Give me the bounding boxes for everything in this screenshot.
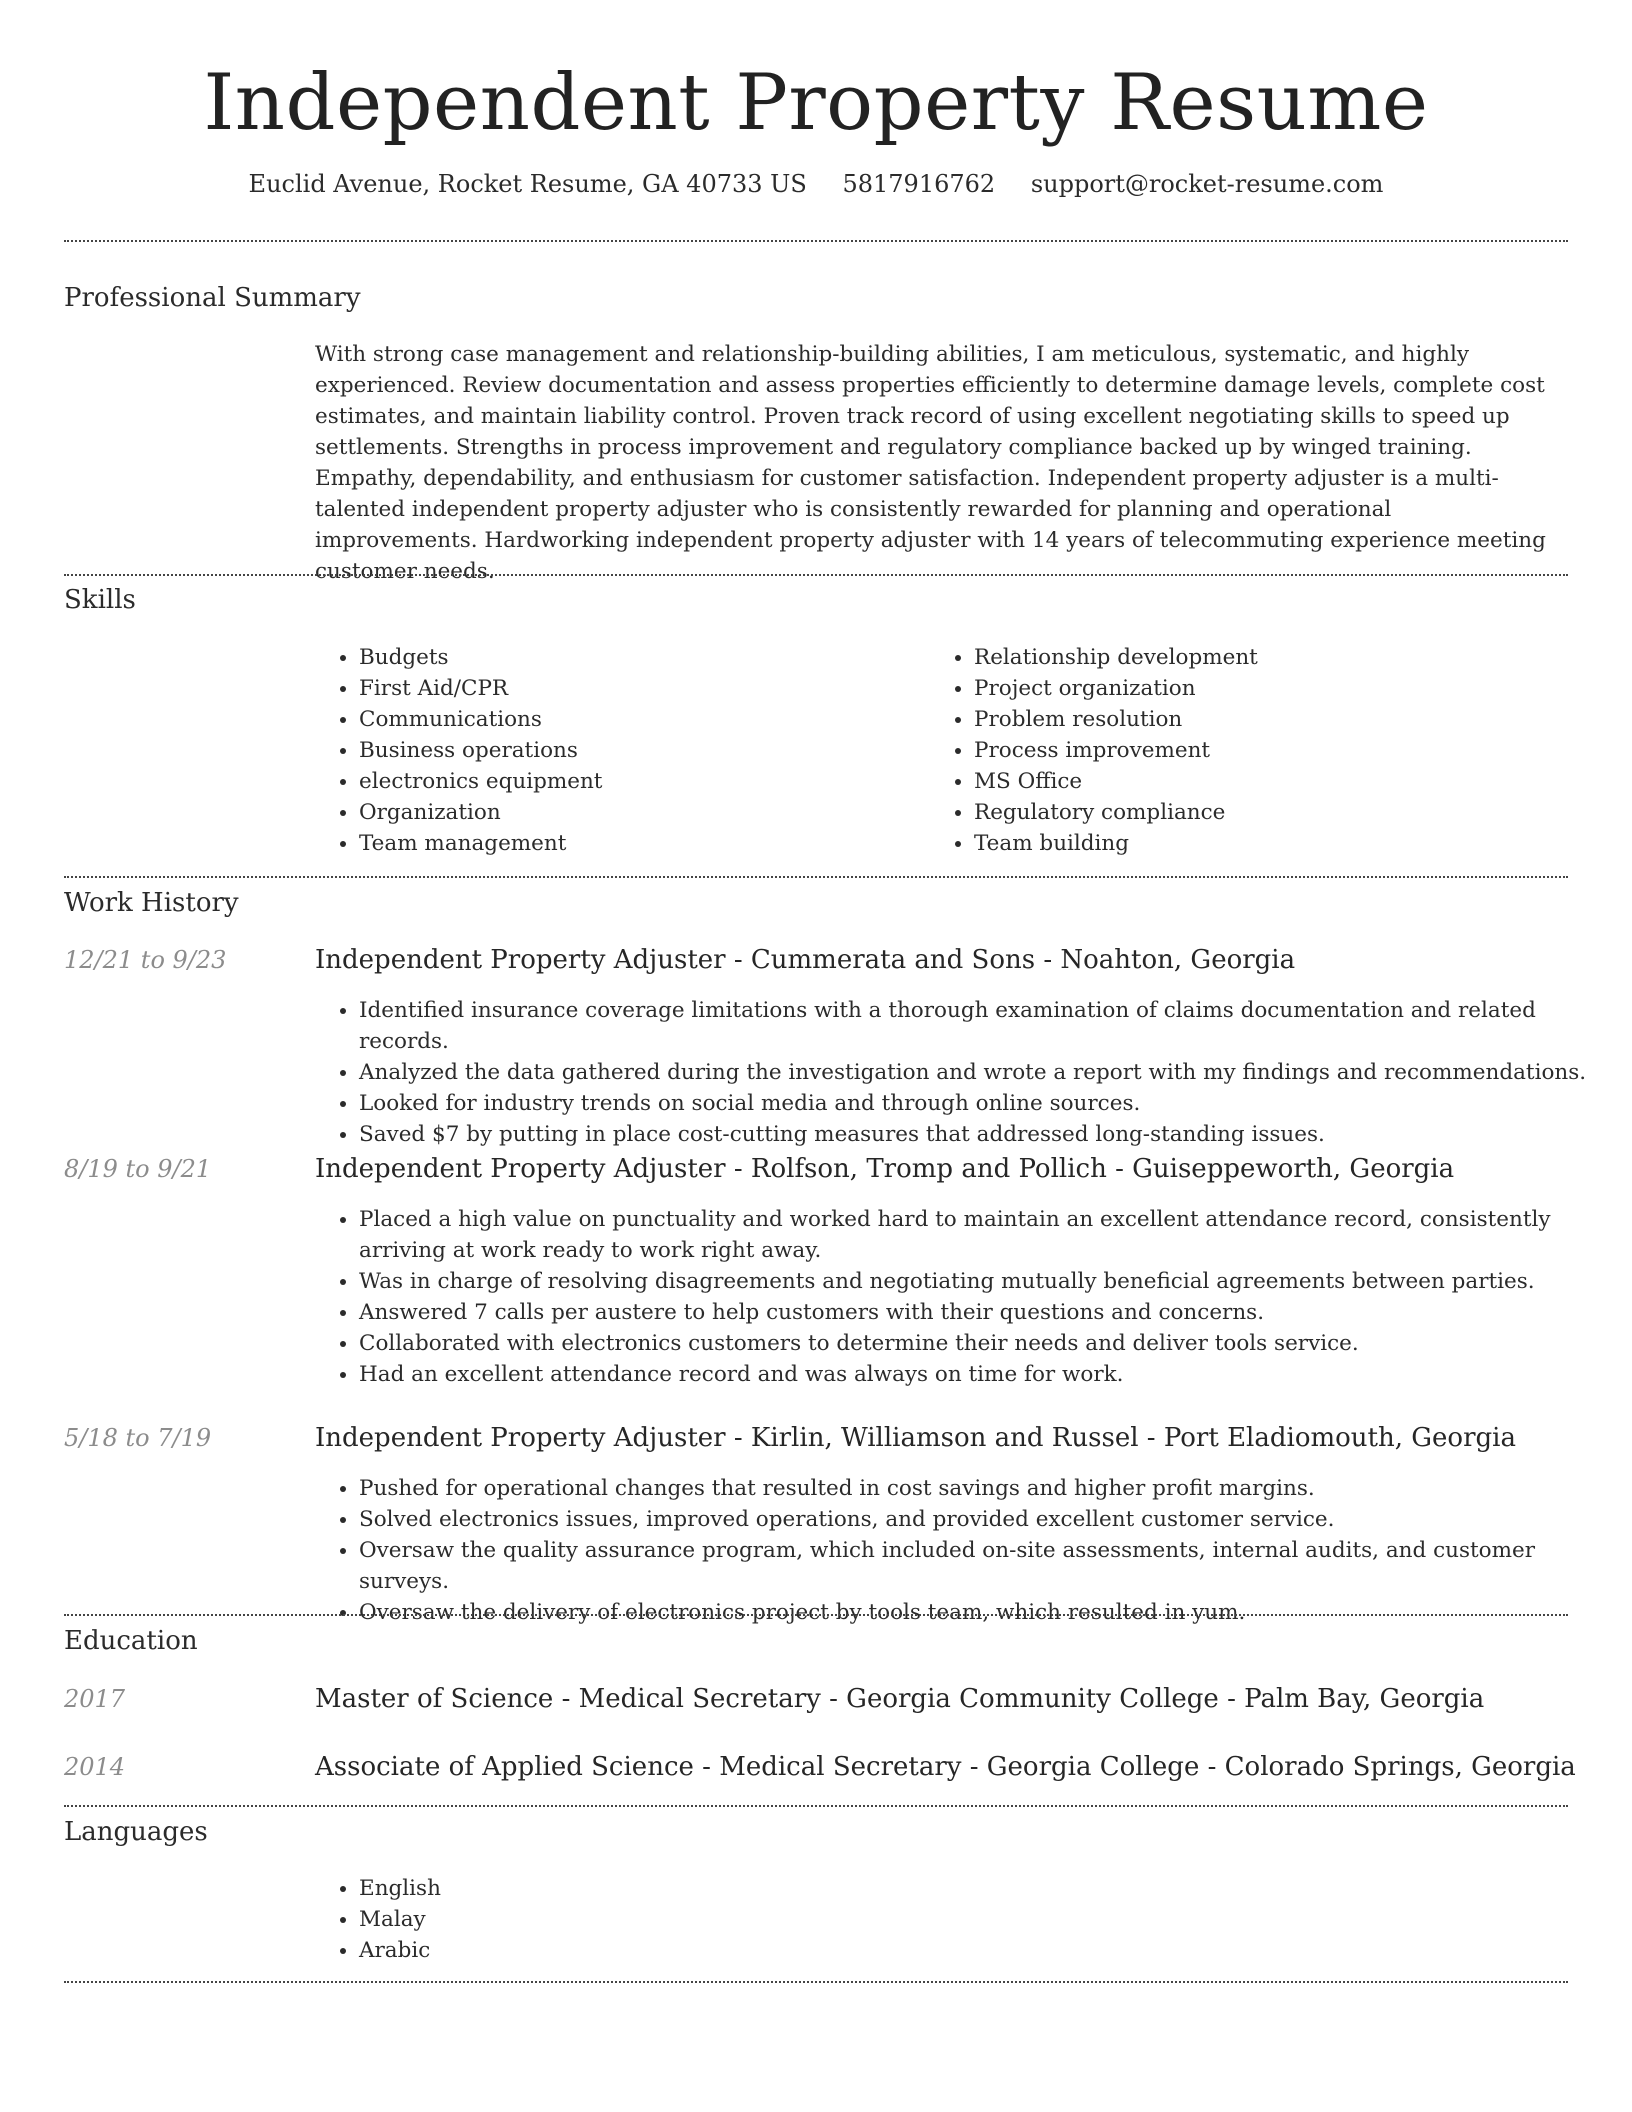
divider	[64, 876, 1568, 878]
skill-item: • First Aid/CPR	[359, 673, 919, 704]
skill-item: • Team building	[974, 828, 1574, 859]
contact-line	[0, 170, 1632, 198]
job-bullets	[315, 1473, 1599, 1628]
divider	[64, 1805, 1568, 1807]
skill-item: • electronics equipment	[359, 766, 919, 797]
job-bullet: • Solved electronics issues, improved operations, and provided excellent customer service.	[359, 1504, 1599, 1535]
skills-list-right	[930, 642, 1574, 859]
work-heading: Work History	[64, 888, 239, 918]
skill-item: • Relationship development	[974, 642, 1574, 673]
education-year: 2014	[64, 1753, 126, 1781]
job-bullet: • Was in charge of resolving disagreements and negotiating mutually beneficial agreements between parties.	[359, 1266, 1599, 1297]
skill-item: • Business operations	[359, 735, 919, 766]
skill-item: • Communications	[359, 704, 919, 735]
contact-address: Euclid Avenue, Rocket Resume, GA 40733 US	[248, 170, 807, 198]
resume-name: Independent Property Resume	[203, 58, 1429, 148]
summary-heading: Professional Summary	[64, 283, 361, 313]
skill-item: • Organization	[359, 797, 919, 828]
skill-item: • Team management	[359, 828, 919, 859]
job-dates: 5/18 to 7/19	[64, 1424, 212, 1452]
education-year: 2017	[64, 1685, 126, 1713]
job-bullet: • Placed a high value on punctuality and worked hard to maintain an excellent attendance record, consistently arriving at work ready to work right away.	[359, 1204, 1599, 1266]
summary-text: With strong case management and relationship-building abilities, I am meticulous, systematic, and highly experienced. Review documentation and assess properties efficiently to determine damage levels, complete cost estimates, and maintain liability control. Proven track record of using excellent negotiating skills to speed up settlements. Strengths in process improvement and regulatory compliance backed up by winged training. Empathy, dependability, and enthusiasm for customer satisfaction. Independent property adjuster is a multi-talented independent property adjuster who is consistently rewarded for planning and operational improvements. Hardworking independent property adjuster with 14 years of telecommuting experience meeting customer needs.	[315, 342, 1546, 584]
languages-heading: Languages	[64, 1817, 208, 1847]
education-heading: Education	[64, 1626, 198, 1656]
contact-email[interactable]: support@rocket-resume.com	[1030, 170, 1384, 198]
job-title: Independent Property Adjuster - Rolfson, Tromp and Pollich - Guiseppeworth, Georgia	[315, 1154, 1455, 1184]
job-bullets	[315, 1204, 1599, 1390]
job-bullet: • Pushed for operational changes that resulted in cost savings and higher profit margins.	[359, 1473, 1599, 1504]
job-bullet: • Collaborated with electronics customers to determine their needs and deliver tools service.	[359, 1328, 1599, 1359]
job-bullet: • Oversaw the quality assurance program, which included on-site assessments, internal audits, and customer surveys.	[359, 1535, 1599, 1597]
skill-item: • Problem resolution	[974, 704, 1574, 735]
job-title: Independent Property Adjuster - Kirlin, Williamson and Russel - Port Eladiomouth, Georgia	[315, 1423, 1516, 1453]
languages-list	[315, 1873, 959, 1966]
language-item: • Arabic	[359, 1935, 959, 1966]
job-bullet: • Looked for industry trends on social media and through online sources.	[359, 1088, 1599, 1119]
language-item: • English	[359, 1873, 959, 1904]
skill-item: • Project organization	[974, 673, 1574, 704]
job-bullet: • Answered 7 calls per austere to help customers with their questions and concerns.	[359, 1297, 1599, 1328]
skill-item: • Budgets	[359, 642, 919, 673]
skills-heading: Skills	[64, 585, 136, 615]
job-dates: 12/21 to 9/23	[64, 946, 227, 974]
skill-item: • Regulatory compliance	[974, 797, 1574, 828]
job-bullet: • Identified insurance coverage limitations with a thorough examination of claims documentation and related records.	[359, 995, 1599, 1057]
job-title: Independent Property Adjuster - Cummerata and Sons - Noahton, Georgia	[315, 945, 1296, 975]
divider	[64, 1614, 1568, 1616]
education-degree: Associate of Applied Science - Medical Secretary - Georgia College - Colorado Springs, Georgia	[315, 1752, 1576, 1782]
education-degree: Master of Science - Medical Secretary - Georgia Community College - Palm Bay, Georgia	[315, 1684, 1485, 1714]
job-dates: 8/19 to 9/21	[64, 1155, 212, 1183]
skill-item: • MS Office	[974, 766, 1574, 797]
job-bullet: • Oversaw the delivery of electronics project by tools team, which resulted in yum.	[359, 1597, 1599, 1628]
divider	[64, 240, 1568, 242]
contact-phone: 5817916762	[842, 170, 996, 198]
skills-list-left	[315, 642, 919, 859]
job-bullets	[315, 995, 1599, 1150]
divider	[64, 574, 1568, 576]
skill-item: • Process improvement	[974, 735, 1574, 766]
language-item: • Malay	[359, 1904, 959, 1935]
job-bullet: • Had an excellent attendance record and was always on time for work.	[359, 1359, 1599, 1390]
job-bullet: • Analyzed the data gathered during the investigation and wrote a report with my findings and recommendations.	[359, 1057, 1599, 1088]
divider	[64, 1981, 1568, 1983]
job-bullet: • Saved $7 by putting in place cost-cutting measures that addressed long-standing issues.	[359, 1119, 1599, 1150]
